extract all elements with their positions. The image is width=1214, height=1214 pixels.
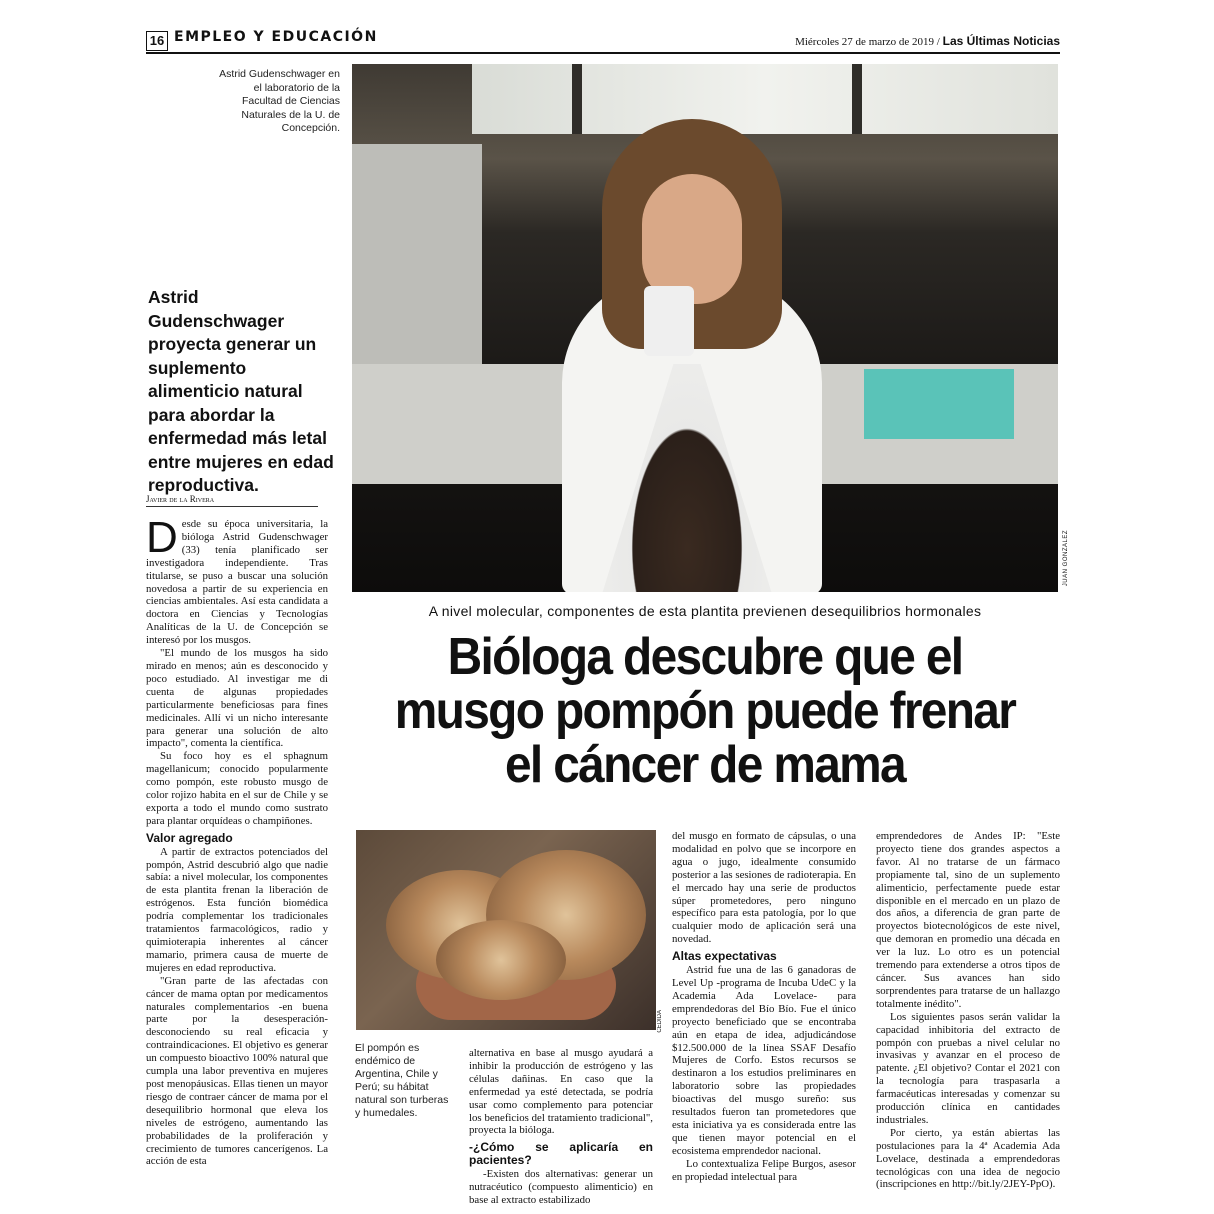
issue-date: Miércoles 27 de marzo de 2019 / — [795, 36, 940, 48]
section-title: EMPLEO Y EDUCACIÓN — [174, 29, 378, 45]
main-photo — [352, 64, 1058, 592]
paragraph: A partir de extractos potenciados del pompón, Astrid descubrió algo que nadie sabía: a nivel molecular, los componentes de esta plantita frenan la liberación de estrógenos. Esta función biomédica podría complementar los tradicionales tratamientos farmacológicos, radio y quimioterapia inherentes al cáncer mamario, primera causa de muerte de mujeres en edad reproductiva. — [146, 845, 328, 974]
paragraph: emprendedores de Andes IP: "Este proyecto tiene dos grandes aspectos a favor. Al no tratarse de un fármaco propiamente tal, sino de un suplemento alimenticio, perfectamente puede estar disponible en el mercado en un plazo de dos años, a diferencia de gran parte de proyectos biotecnológicos de este nivel, que demoran en promedio una década en ver la luz. Lo otro es un potencial tremendo para extenderse a otros tipos de cáncer. Sus avances han sido sorprendentes para tratarse de un hallazgo totalmente inédito". — [876, 830, 1060, 1010]
headline — [380, 630, 1030, 792]
column-1 — [146, 513, 329, 1168]
paragraph: "El mundo de los musgos ha sido mirado en menos; aún es desconocido y poco estudiado. Al investigar me di cuenta de algunas propiedades particularmente beneficiosas para fines medicinales. Allí vi un nicho interesante para generar una solución de alto impacto", comenta la científica. — [146, 647, 328, 750]
moss-photo — [356, 830, 656, 1030]
paragraph: Lo contextualiza Felipe Burgos, asesor en propiedad intelectual para — [672, 1157, 856, 1183]
teal-box — [864, 369, 1014, 439]
paragraph: esde su época universitaria, la bióloga Astrid Gudenschwager (33) tenía planificado ser investigadora independiente. Tras titularse, se puso a buscar una solución novedosa a partir de su experiencia en ciencias ambientales. Así esta candidata a doctora en Ciencias y Tecnologías Analíticas de la U. de Concepción se interesó por los musgos. — [146, 518, 328, 647]
column-2 — [469, 1047, 653, 1207]
flask-cap — [644, 286, 694, 356]
column-3 — [672, 830, 856, 1183]
page-number: 16 — [146, 31, 168, 51]
moss-photo-credit: CEDIDA — [657, 1010, 663, 1033]
headline-line: Bióloga descubre que el — [447, 628, 963, 686]
subhead-altas: Altas expectativas — [672, 949, 777, 964]
headline-line: el cáncer de mama — [504, 736, 905, 794]
question: -¿Cómo se aplicaría en pacientes? — [469, 1140, 653, 1168]
lab-window — [472, 64, 1058, 134]
subhead-valor: Valor agregado — [146, 830, 233, 845]
main-photo-credit: JUAN GONZÁLEZ — [1063, 530, 1069, 587]
column-4 — [876, 830, 1060, 1191]
publication-name: Las Últimas Noticias — [942, 34, 1060, 48]
paragraph: Por cierto, ya están abiertas las postulaciones para la 4ª Academia Ada Lovelace, destinada a emprendedoras tecnológicas con una idea de negocio (inscripciones en http://bit.ly/2JEY-PpO). — [876, 1126, 1060, 1191]
dateline — [795, 34, 1060, 48]
paragraph: del musgo en formato de cápsulas, o una modalidad en polvo que se incorpore en agua o jugo, idealmente consumido posterior a las sesiones de radioterapia. En el mercado hay una serie de productos súper prometedores, pero ninguno específico para esta patología, por lo que cualquier modo de aplicación será una novedad. — [672, 830, 856, 946]
scientist-face — [642, 174, 742, 304]
moss-photo-caption: El pompón es endémico de Argentina, Chile y Perú; su hábitat natural son turberas y humedales. — [355, 1042, 449, 1119]
lab-equipment — [352, 144, 482, 364]
paragraph: Astrid fue una de las 6 ganadoras de Level Up -programa de Incuba UdeC y la Academia Ada Lovelace- para emprendedoras del Bío Bío. Fue el único proyecto beneficiado que se encontraba aún en etapa de idea, adjudicándose $12.500.000 de la línea SSAF Desafío Mujeres de Corfo. Estos recursos se destinaron a los estudios preliminares en laboratorio sobre las propiedades bioactivas del musgo sureño: sus resultados fueron tan prometedores que esta iniciativa ya es considerada entre las que tienen mayor potencial en el ecosistema emprendedor nacional. — [672, 964, 856, 1157]
paragraph: -Existen dos alternativas: generar un nutracéutico (compuesto alimenticio) en base al extracto estabilizado — [469, 1168, 653, 1206]
paragraph: "Gran parte de las afectadas con cáncer de mama optan por medicamentos naturales complementarios -en buena parte por la desesperación- desconociendo su real eficacia y contraindicaciones. El objetivo es generar un compuesto bioactivo 100% natural que cumpla una labor preventiva en mujeres post menopáusicas. Ellas tienen un mayor riesgo de contraer cáncer de mama por el desequilibrio hormonal que eleva los niveles de estrógeno, aumentando las probabilidades de la proliferación y crecimiento de tumores cancerígenos. La acción de esta — [146, 974, 329, 1168]
article-deck: Astrid Gudenschwager proyecta generar un suplemento alimenticio natural para abordar la enfermedad más letal entre mujeres en edad reproductiva. — [148, 287, 334, 495]
drop-cap: D — [146, 513, 178, 562]
headline-line: musgo pompón puede frenar — [394, 682, 1016, 740]
paragraph: Los siguientes pasos serán validar la capacidad inhibitoria del extracto de pompón con pruebas a nivel celular no invasivas y avanzar en el proceso de patente. ¿El objetivo? Contar el 2021 con la tecnología para traspasarla a farmacéuticas interesadas y comenzar su producción clínica en cantidades industriales. — [876, 1010, 1060, 1126]
paragraph: alternativa en base al musgo ayudará a inhibir la producción de estrógeno y las células dañinas. En caso que la enfermedad ya esté detectada, se podría usar como complemento para potenciar los beneficios del tratamiento tradicional", proyecta la bióloga. — [469, 1047, 653, 1137]
page-header — [146, 30, 1060, 54]
paragraph: Su foco hoy es el sphagnum magellanicum; conocido popularmente como pompón, este robusto musgo de color rojizo habita en el sur de Chile y se exporta a todo el mundo como sustrato para plantar orquídeas o champiñones. — [146, 750, 328, 827]
kicker: A nivel molecular, componentes de esta plantita previenen desequilibrios hormonales — [428, 603, 982, 619]
byline: Javier de la Rivera — [146, 494, 318, 507]
main-photo-caption: Astrid Gudenschwager en el laboratorio de la Facultad de Ciencias Naturales de la U. de Concepción. — [219, 68, 340, 134]
